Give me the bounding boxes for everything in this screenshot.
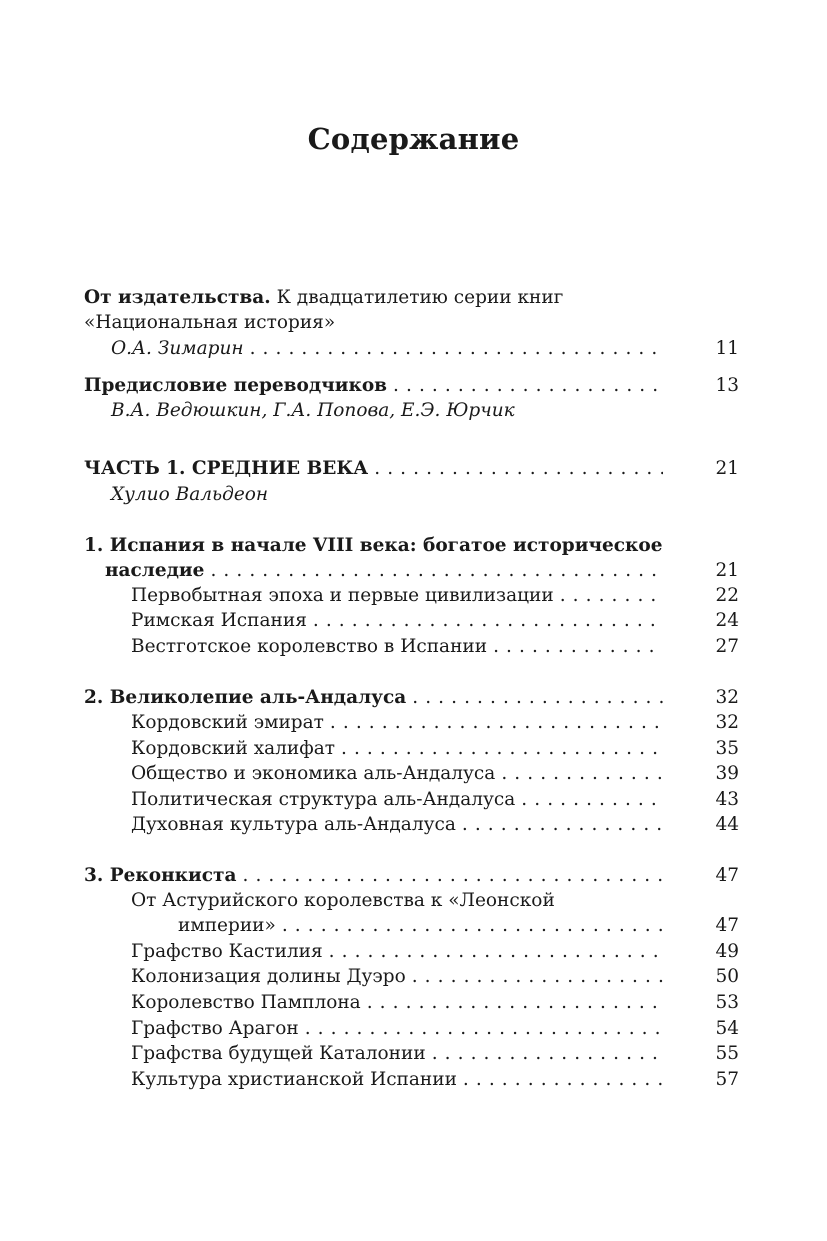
toc-subentry[interactable] [84, 940, 739, 964]
toc-publisher-author: О.А. Зимарин [111, 338, 244, 359]
toc-publisher-rest: К двадцатилетию серии книг [270, 287, 564, 308]
toc-publisher-line1 [84, 286, 739, 310]
toc-subentry[interactable] [84, 788, 739, 812]
toc-part1-author: Хулио Вальдеон [111, 484, 269, 505]
toc-subentry[interactable] [84, 762, 739, 786]
toc-ch3-item0-line1[interactable]: От Астурийского королевства к «Леонской [131, 890, 555, 911]
toc-part1-entry[interactable] [84, 457, 739, 481]
toc-page-number: 35 [715, 738, 739, 759]
toc-preface-entry[interactable] [84, 374, 739, 398]
toc-subentry-label: империи» [178, 915, 276, 936]
toc-page-number: 24 [715, 610, 739, 631]
toc-subentry[interactable] [84, 991, 739, 1015]
toc-subentry[interactable] [84, 1017, 739, 1041]
toc-publisher-author-entry[interactable] [84, 337, 739, 361]
toc-subentry-label: Римская Испания [131, 610, 307, 631]
toc-page-number: 57 [715, 1069, 739, 1090]
toc-ch1-line2: наследие [105, 560, 205, 581]
toc-subentry[interactable] [84, 965, 739, 989]
toc-subentry[interactable] [84, 1068, 739, 1092]
toc-page-number: 27 [715, 636, 739, 657]
toc-subentry[interactable] [84, 1042, 739, 1066]
toc-ch1-line1[interactable]: 1. Испания в начале VIII века: богатое историческое [84, 535, 663, 556]
toc-subentry-label: Политическая структура аль-Андалуса [131, 789, 516, 810]
toc-page-number: 39 [715, 763, 739, 784]
toc-subentry[interactable] [84, 609, 739, 633]
toc-publisher-bold: От издательства. [84, 287, 271, 308]
toc-subentry[interactable] [84, 813, 739, 837]
toc-publisher-line2: «Национальная история» [84, 312, 336, 333]
toc-preface-title: Предисловие переводчиков [84, 375, 388, 396]
toc-subentry[interactable] [84, 711, 739, 735]
toc-page-number: 47 [715, 915, 739, 936]
toc-subentry-label: Вестготское королевство в Испании [131, 636, 488, 657]
toc-page-number: 21 [715, 560, 739, 581]
toc-part1-title: ЧАСТЬ 1. СРЕДНИЕ ВЕКА [84, 458, 369, 479]
toc-subentry-label: Кордовский эмират [131, 712, 324, 733]
toc-page-number: 43 [715, 789, 739, 810]
toc-subentry-label: Первобытная эпоха и первые цивилизации [131, 585, 554, 606]
toc-ch3-title: 3. Реконкиста [84, 865, 237, 886]
toc-page-number: 32 [715, 712, 739, 733]
toc-subentry[interactable] [84, 737, 739, 761]
toc-preface-authors: В.А. Ведюшкин, Г.А. Попова, Е.Э. Юрчик [111, 400, 515, 421]
toc-page-number: 54 [715, 1018, 739, 1039]
toc-subentry-label: Кордовский халифат [131, 738, 335, 759]
toc-subentry[interactable] [84, 635, 739, 659]
toc-page-number: 22 [715, 585, 739, 606]
toc-ch2-title: 2. Великолепие аль-Андалуса [84, 687, 407, 708]
toc-page-number: 55 [715, 1043, 739, 1064]
toc-page-number: 44 [715, 814, 739, 835]
toc-subentry-label: Духовная культура аль-Андалуса [131, 814, 456, 835]
toc-subentry[interactable] [84, 914, 739, 938]
toc-ch2-entry[interactable] [84, 686, 739, 710]
toc-ch3-entry[interactable] [84, 864, 739, 888]
toc-page-number: 49 [715, 941, 739, 962]
toc-page-number: 53 [715, 992, 739, 1013]
toc-page-number: 32 [715, 687, 739, 708]
toc-subentry[interactable] [84, 584, 739, 608]
toc-subentry-label: Королевство Памплона [131, 992, 361, 1013]
toc-page-number: 11 [715, 338, 739, 359]
toc-page-number: 50 [715, 966, 739, 987]
toc-page-number: 21 [715, 458, 739, 479]
toc-subentry-label: Общество и экономика аль-Андалуса [131, 763, 496, 784]
toc-page-number: 13 [715, 375, 739, 396]
toc-subentry-label: Графство Арагон [131, 1018, 299, 1039]
toc-page-number: 47 [715, 865, 739, 886]
toc-subentry-label: Графства будущей Каталонии [131, 1043, 426, 1064]
toc-ch1-entry[interactable] [84, 559, 739, 583]
toc-subentry-label: Графство Кастилия [131, 941, 323, 962]
toc-subentry-label: Колонизация долины Дуэро [131, 966, 406, 987]
page-title: Содержание [307, 122, 520, 156]
toc-subentry-label: Культура христианской Испании [131, 1069, 457, 1090]
